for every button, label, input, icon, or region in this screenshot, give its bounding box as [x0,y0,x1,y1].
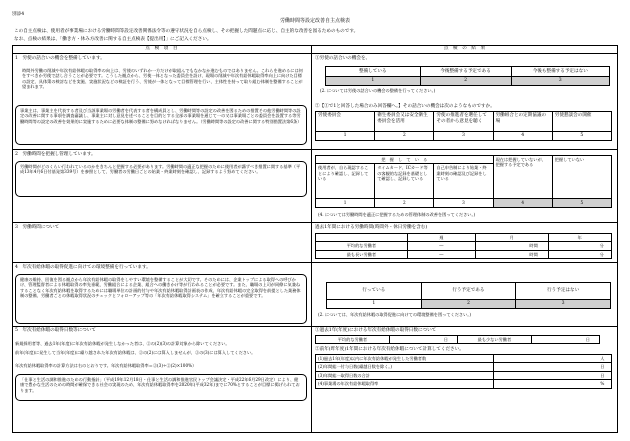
section-1-legal-note: 事業主は、事業主を代表する者及び当該事業場の労働者を代表する者を構成員とし、労働時間等の設定の改善を図るための措置その他労働時間等の設定の改善に関する事項を調査審議し、事業主に対し意見を述べることを目的とする全部の事業場を通じて一の又は事業場ごとの委員会を設置する等労働時間等の設定の改善を効果的に実施するために必要な体制の整備に努めなければなりません。（労働時間等の設定の改善に関する特別措置法第6条） [15,105,307,145]
s3-longest-week: ― [407,250,475,258]
s1-forum-option-3[interactable]: 労使の推進者を選任してその者から意見を聴く [434,112,493,132]
section-2-note: 労働時間がどのくらい行われているのかをきちんと把握する必要があります。労働時間の適正な把握のために使用者が講ずべき措置に関する基準（平成13年4月6日付基発第339号）を参照として、労働者の労働日ごとの始業・終業時刻を確認し、記録するよう努めてください。 [15,161,307,197]
s1-forum-num-3: 3 [434,132,493,141]
section-5-body-1: 新規採用者等、過去1年(年度)に年次有給休暇が発生しなかった者は、②の(2)(3)の計算対象から除いてください。 [15,341,230,346]
s3-average-unit-minutes: 分 [592,242,611,250]
page-title: 労働時間等設定改善自主点検表 [279,18,350,24]
s2-option-3[interactable]: 自己申告制により始業・終業時刻の確認及び記録をしている [434,164,493,199]
column-header-items: 点 検 項 目 [145,46,178,51]
s5-question-1: ①過去1年(年度)における年次有給休暇の取得日数について [315,328,437,333]
s5-days-table [315,335,600,344]
section-5-note: 「仕事と生活の調和推進のための行動指針」（平成19年12月18日・仕事と生活の調和推進官民トップ会議決定・平成22年6月29日改定）により、健康で豊かな生活のための時間が確保できる社会の実現のため、年次有給休暇取得率を2020年(平成32年)までに70%とすることが目標に掲げられております。 [15,374,307,401]
s5-row-4-label: (4)事業場の年次有給休暇取得率 [316,380,494,388]
s5-row-3-unit: 日 [594,371,612,379]
s4-note-1: (2. については、年次有給休暇の取得促進に向けての環境整備を図ってください。) [318,312,471,317]
s1-forum-option-1[interactable]: 労使委員会 [316,112,375,132]
s3-row-longest-label: 最も長い労働者 [316,250,408,258]
s1-forum-num-1: 1 [316,132,375,141]
s1-forum-num-4: 4 [493,132,552,141]
s4-options-table [326,282,611,309]
s1-options-table [325,66,610,86]
s1-forum-table [315,111,612,141]
section-4-note: 健康の維持、回復を図る観点から年次有給休暇の取得をしやすい環境を整備することが大切です。そのためには、企業トップによる取得への呼びかけ、管理監督者による休暇取得の率先垂範、労働組合による企業、組合への働きかけ等が行われることが必要です。また、職場の上司が同僚に気兼ねすることなく年次有給休暇を取得するためには職場単位の計画的付与や年次有給休暇取得計画表の作成、年次有給休暇の完全取得を前提とした業務体制の整備、労働者ごとの休暇取得状況のチェックとフォローアップ等の「年次有給休暇取得システム」を確立することが重要です。 [15,274,307,324]
s3-table-title: 過去1年間における労働時間(時間外・休日労働を含む) [315,225,428,230]
s4-num-3: 3 [516,300,611,309]
s2-num-3: 3 [434,199,493,207]
attachment-label: 別添4 [12,12,25,17]
s2-grasp-header: 把 握 し て い る [316,156,494,164]
s4-option-1[interactable]: 行っている [327,283,422,300]
s4-num-2: 2 [421,300,516,309]
s1-option-num-3: 3 [511,77,609,86]
s3-col-month: 月 [475,234,548,242]
s5-row-2-label: (2)年間総一付与日数(繰越日数を除く。) [316,363,494,371]
s5-row-1-label: (1)過去1年(年度)以内に年次有給休暇が発生した労働者数 [316,355,494,363]
s1-note-1: (2. については労使の話合いの機会の整備を行ってください。) [320,88,436,93]
section-1-body: 時間外労働の削減や年次有給休暇の取得率の向上は、労使のいずれか一方だけが取組んでもなかなか進むものではありません。これらを進めるには何をすべきか労使で話し合うことが必要です。こうした観点から、労使一体となった委員会を設け、現場の削減や年次有給休暇取得率向上に向けた目標の設定、具体策の検討などを実施、実施状況などの検証を行う、労使が一体となって目標管理を行い、主体性を持って取り組む体制を整備することが望まれます。 [22,68,303,90]
s3-col-year: 年 [548,234,612,242]
s5-row-4-unit: % [594,380,612,388]
section-5-body-2: 前年(年度)に発生して当年(年度)に繰り越された年次有給休暇は、②の(2)には算入しませんが、②の(3)には算入してください。 [15,350,256,355]
s3-col-week: 週 [407,234,475,242]
s1-option-3[interactable]: 今後も整備する予定はない [511,67,609,77]
section-4-title: 4 年次有給休暇の取得促進に向けての環境整備を行っています。 [15,265,151,270]
s3-row-average-label: 平均的な労働者 [316,242,408,250]
s3-average-week: ― [407,242,475,250]
s4-option-2[interactable]: 行う予定である [421,283,516,300]
s1-option-num-1: 1 [326,77,421,86]
s1-option-num-2: 2 [420,77,511,86]
s5-row-2-unit: 日 [594,363,612,371]
s4-option-3[interactable]: 行う予定はない [516,283,611,300]
s1-forum-option-5[interactable]: 労使懇談会の開催 [552,112,611,132]
s1-option-1[interactable]: 整備している [326,67,421,77]
s3-average-unit-hours: 時間 [520,242,548,250]
s2-num-2: 2 [375,199,434,207]
s5-minimum-label: 最も少ない労働者 [457,336,531,344]
s1-question-1: ①労使の話合いの機会を、 [315,56,371,61]
s1-forum-num-5: 5 [552,132,611,141]
s2-option-1[interactable]: 使用者が、自ら現認することにより確認し、記録している [316,164,375,199]
s2-options-table [315,155,612,208]
intro-text-2: なお、点検の結果は、「働き方・休み方改善に関する自主点検表【提出用】」にご記入ください。 [14,37,212,42]
s5-question-2: ②前年(昨年度)1年間における年次有給休暇について計算してください。 [315,347,464,352]
s5-average-label: 平均的な労働者 [316,336,390,344]
s2-option-4[interactable]: 現在は把握していないが、把握する予定である [493,156,552,199]
s5-row-3-label: (3)年間総一取得日数の合計 [316,371,494,379]
s5-minimum-unit: 日 [577,336,600,344]
s1-forum-option-2[interactable]: 衛生委員会又は安全衛生委員会を活用 [375,112,434,132]
s2-option-5[interactable]: 把握していない [552,156,611,199]
s2-note-2: (4. については労働時間を適正に把握するための管理体制の改善を図ってください。) [318,212,476,217]
s3-longest-unit-hours: 時間 [520,250,548,258]
s2-num-5: 5 [552,199,611,207]
column-header-results: 点 検 の 結 果 [443,46,486,51]
section-5-body-3: 年次有給休暇取得率の計算方法は右のとおりです。年次有給休暇取得率＝②(3)÷②(2)×100%） [15,363,197,368]
s5-row-1-unit: 人 [594,355,612,363]
s1-forum-num-2: 2 [375,132,434,141]
s3-longest-unit-minutes: 分 [592,250,611,258]
s2-num-1: 1 [316,199,375,207]
s4-num-1: 1 [327,300,422,309]
s3-hours-table [315,233,612,259]
s2-option-2[interactable]: タイムカード、ICカード等の客観的な記録を基礎として確認し、記録している [375,164,434,199]
s1-forum-option-4[interactable]: 労働組合との定期協議の場 [493,112,552,132]
section-5-title: 5 年次有給休暇の取得日数等について [15,328,96,333]
s2-num-4: 4 [493,199,552,207]
s5-average-unit: 日 [435,336,458,344]
s5-calc-table [315,354,612,389]
section-2-title: 2 労働時間を把握し管理しています。 [15,152,96,157]
s1-question-2: ②【①で1と回答した場合のみ回答欄へ。】その話合いの機会は次のようなものですか。 [315,104,495,109]
section-3-title: 3 労働時間について [15,225,60,230]
s1-option-2[interactable]: 今後整備する予定である [420,67,511,77]
intro-text-1: この自主点検は、使用者が事業場における労働時間等設定改善関係法令等の遵守状況を自ら点検し、その把握した問題点に応じ、自主的な改善を図るためのものです。 [14,29,359,34]
section-1-title: 1 労使の話合いの機会を整備しています。 [15,56,105,61]
